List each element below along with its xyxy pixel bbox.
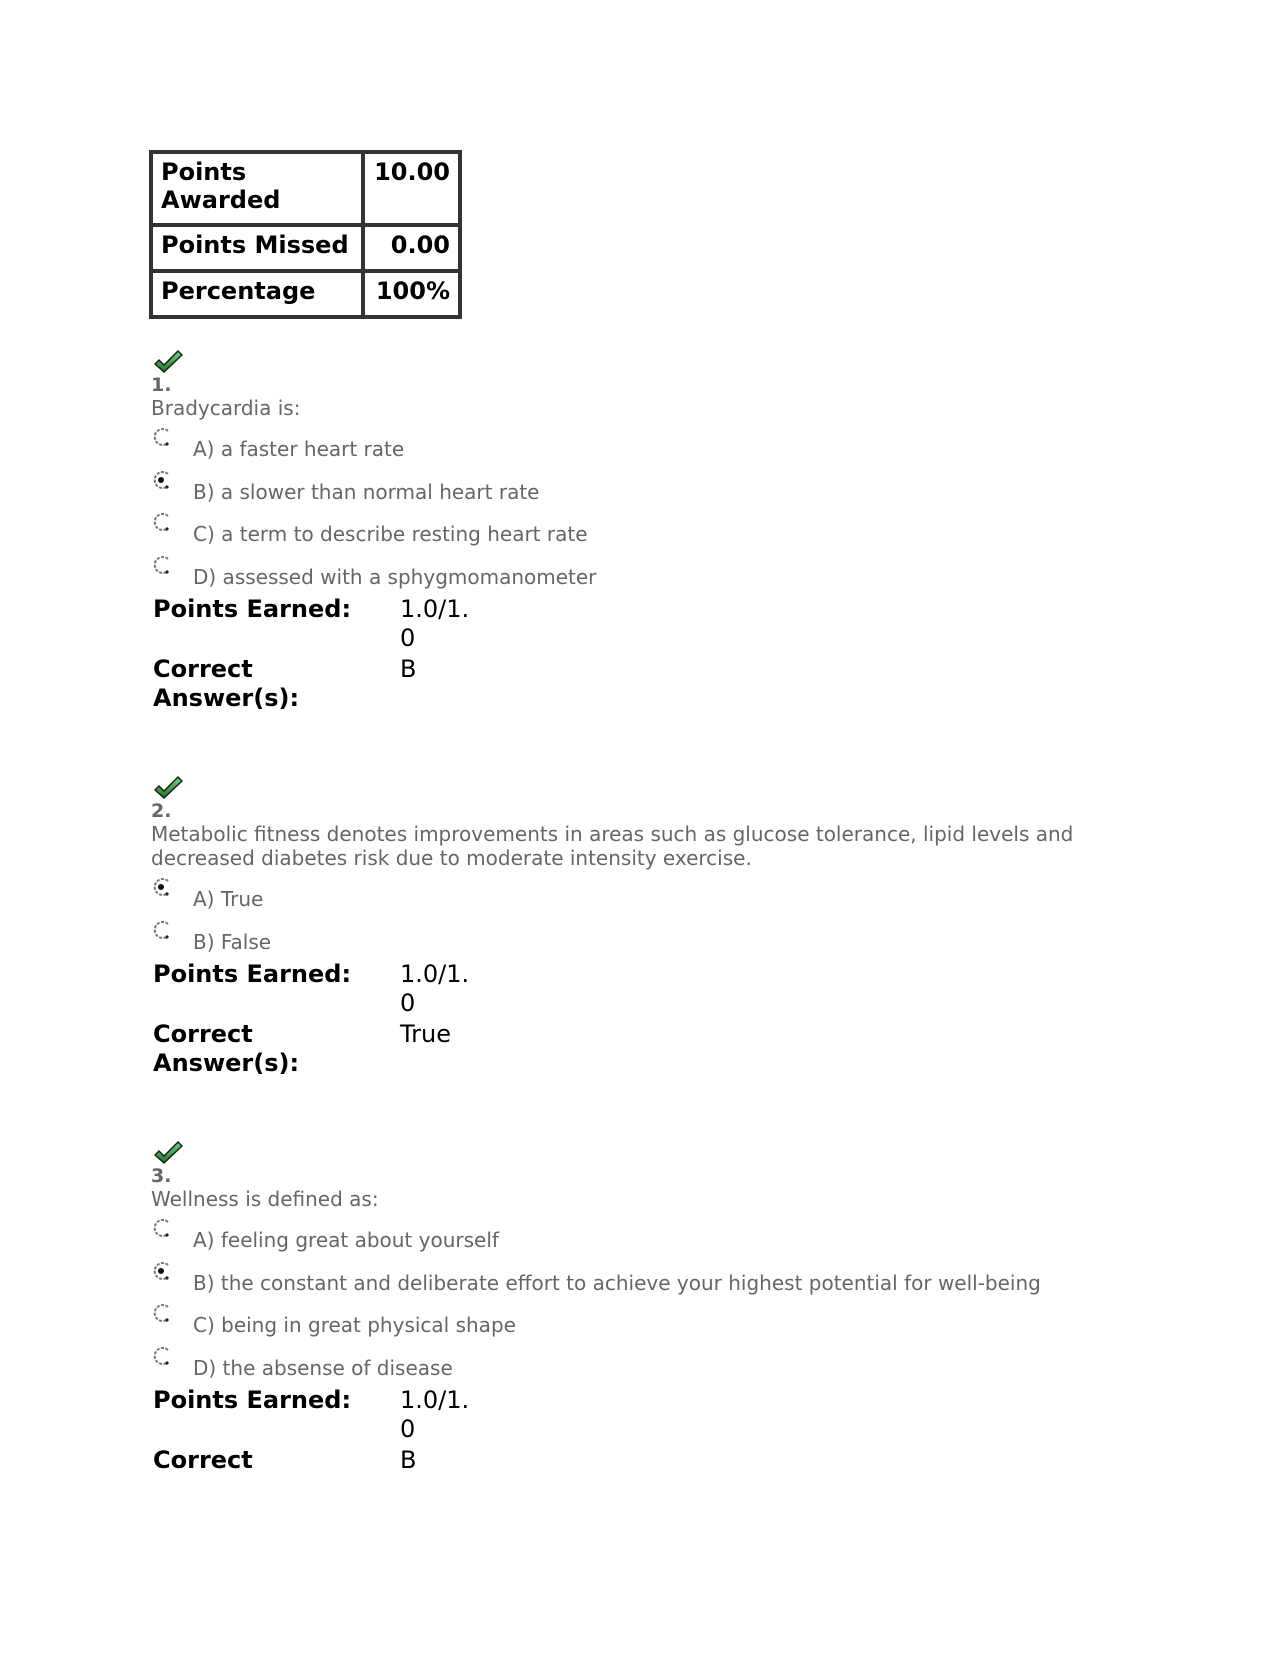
option-b[interactable]	[151, 913, 1131, 956]
points-earned-value: 1.0/1.0	[400, 960, 470, 1017]
correct-answer-value: B	[400, 1446, 417, 1474]
summary-row-missed	[151, 225, 460, 271]
radio-unselected-icon[interactable]	[151, 1345, 173, 1367]
question-number: 2.	[151, 800, 172, 822]
question-text: Metabolic fitness denotes improvements in areas such as glucose tolerance, lipid levels and decreased diabetes risk due to moderate intensity exercise.	[151, 822, 1074, 870]
radio-unselected-icon[interactable]	[151, 554, 173, 576]
points-earned-row	[151, 1386, 1131, 1446]
radio-unselected-icon[interactable]	[151, 1217, 173, 1239]
radio-selected-icon[interactable]	[151, 876, 173, 898]
correct-answer-row	[151, 1020, 1131, 1082]
option-label: A) True	[193, 887, 264, 911]
question-2	[151, 773, 1131, 1082]
option-label: B) the constant and deliberate effort to achieve your highest potential for well-being	[193, 1270, 1041, 1295]
points-earned-value: 1.0/1.0	[400, 595, 470, 652]
summary-row-percentage	[151, 271, 460, 317]
correct-answer-row	[151, 1446, 1131, 1476]
points-earned-row	[151, 960, 1131, 1020]
correct-answer-value: True	[400, 1020, 451, 1048]
option-label: D) the absense of disease	[193, 1355, 453, 1380]
percentage-value: 100%	[363, 271, 460, 317]
option-b[interactable]	[151, 463, 1131, 506]
question-number: 1.	[151, 374, 172, 396]
points-missed-value: 0.00	[363, 225, 460, 271]
question-results	[151, 1386, 1131, 1476]
points-earned-label: Points Earned:	[153, 595, 352, 623]
summary-row-awarded	[151, 152, 460, 225]
option-c[interactable]	[151, 505, 1131, 548]
question-3	[151, 1138, 1131, 1476]
percentage-label: Percentage	[151, 271, 363, 317]
option-label: A) feeling great about yourself	[193, 1228, 499, 1252]
question-results	[151, 960, 1131, 1082]
option-label: B) False	[193, 929, 272, 954]
option-label: B) a slower than normal heart rate	[193, 479, 540, 504]
radio-selected-icon[interactable]	[151, 469, 173, 491]
radio-unselected-icon[interactable]	[151, 426, 173, 448]
option-a[interactable]	[151, 1211, 1131, 1254]
question-text: Bradycardia is:	[151, 396, 301, 420]
option-d[interactable]	[151, 548, 1131, 591]
points-earned-row	[151, 595, 1131, 655]
correct-answer-label: Correct Answer(s):	[153, 655, 300, 712]
radio-unselected-icon[interactable]	[151, 1302, 173, 1324]
option-a[interactable]	[151, 870, 1131, 913]
option-label: A) a faster heart rate	[193, 437, 405, 461]
radio-unselected-icon[interactable]	[151, 511, 173, 533]
radio-unselected-icon[interactable]	[151, 919, 173, 941]
question-1	[151, 347, 1131, 717]
score-summary-table	[149, 150, 462, 319]
points-awarded-value: 10.00	[363, 152, 460, 225]
correct-check-icon	[152, 773, 184, 801]
correct-check-icon	[152, 1138, 184, 1166]
option-d[interactable]	[151, 1339, 1131, 1382]
correct-answer-row	[151, 655, 1131, 717]
points-earned-label: Points Earned:	[153, 960, 352, 988]
correct-answer-label: Correct	[153, 1446, 253, 1474]
question-results	[151, 595, 1131, 717]
option-label: C) being in great physical shape	[193, 1313, 516, 1337]
option-c[interactable]	[151, 1296, 1131, 1339]
points-awarded-label: Points Awarded	[151, 152, 363, 225]
question-text: Wellness is defined as:	[151, 1187, 379, 1211]
option-b[interactable]	[151, 1254, 1131, 1297]
option-a[interactable]	[151, 420, 1131, 463]
option-label: C) a term to describe resting heart rate	[193, 522, 588, 546]
correct-check-icon	[152, 347, 184, 375]
question-number: 3.	[151, 1165, 172, 1187]
correct-answer-value: B	[400, 655, 417, 683]
correct-answer-label: Correct Answer(s):	[153, 1020, 300, 1077]
radio-selected-icon[interactable]	[151, 1260, 173, 1282]
points-missed-label: Points Missed	[151, 225, 363, 271]
option-label: D) assessed with a sphygmomanometer	[193, 564, 597, 589]
points-earned-label: Points Earned:	[153, 1386, 352, 1414]
points-earned-value: 1.0/1.0	[400, 1386, 470, 1443]
